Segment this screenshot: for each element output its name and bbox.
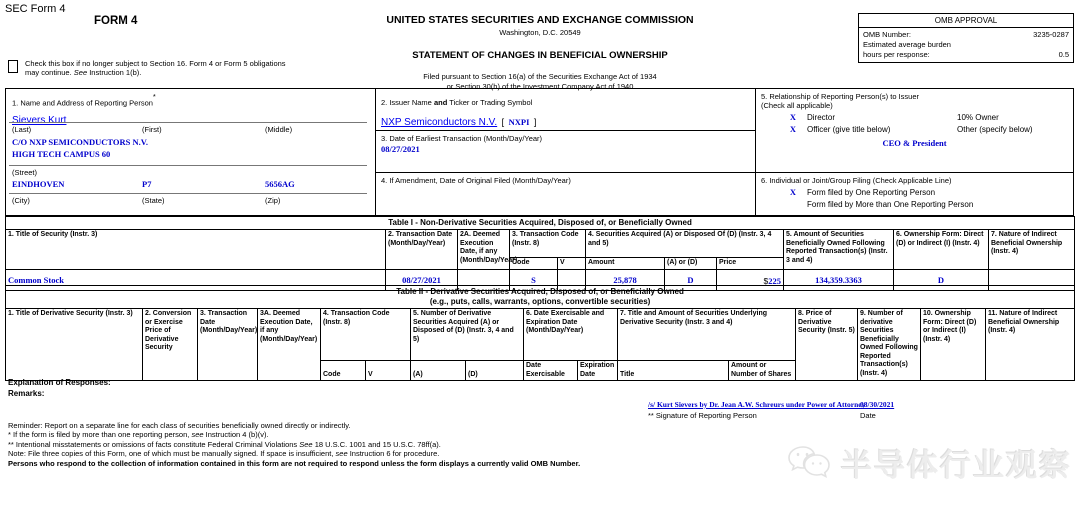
zip-label: (Zip) xyxy=(265,196,281,205)
t1-date-value: 08/27/2021 xyxy=(386,270,458,291)
t2-subheader-expiration-date: Expiration Date xyxy=(578,361,618,381)
section4-label: 4. If Amendment, Date of Original Filed (Month/Day/Year) xyxy=(381,176,571,185)
section4-amendment xyxy=(376,173,755,215)
omb-burden-label1: Estimated average burden xyxy=(863,40,951,49)
copies-note-see: see xyxy=(335,449,348,459)
t2-header-derivative-security: 1. Title of Derivative Security (Instr. 3) xyxy=(6,309,143,381)
zip-value: 5656AG xyxy=(265,179,295,189)
t1-price-number: 225 xyxy=(768,276,781,286)
t2-header-transaction-date: 3. Transaction Date (Month/Day/Year) xyxy=(198,309,258,381)
reporting-person-link[interactable]: Sievers Kurt xyxy=(12,115,67,127)
officer-title-value: CEO & President xyxy=(882,138,947,148)
t1-header-security: 1. Title of Security (Instr. 3) xyxy=(6,230,386,270)
officer-label: Officer (give title below) xyxy=(807,125,891,134)
t1-header-ownership-form: 6. Ownership Form: Direct (D) or Indirect (I) (Instr. 4) xyxy=(894,230,989,270)
footnote-1-post: Instruction 4 (b)(v). xyxy=(203,430,269,440)
copies-note-pre: Note: File three copies of this Form, one of which must be manually signed. If space is insufficient, xyxy=(8,449,336,459)
t1-a-or-d-value: D xyxy=(665,270,717,291)
section2-label-post: Ticker or Trading Symbol xyxy=(447,98,533,107)
t2-header-ownership-form: 10. Ownership Form: Direct (D) or Indirect (I) (Instr. 4) xyxy=(921,309,986,381)
ticker-bracket-open: [ xyxy=(501,117,505,127)
t1-subheader-price: Price xyxy=(717,258,784,270)
t2-header-number-derivative: 5. Number of Derivative Securities Acquired (A) or Disposed of (D) (Instr. 3, 4 and 5) xyxy=(411,309,524,361)
city-row xyxy=(12,179,369,189)
t1-security-value: Common Stock xyxy=(6,270,386,291)
footnote-1-see: see xyxy=(191,430,204,440)
sec-form-label: SEC Form 4 xyxy=(5,3,66,15)
t2-header-transaction-code: 4. Transaction Code (Instr. 8) xyxy=(321,309,411,361)
filed-pursuant-line2: or Section 30(h) of the Investment Company Act of 1940 xyxy=(446,82,634,91)
t2-header-nature-indirect: 11. Nature of Indirect Beneficial Ownership (Instr. 4) xyxy=(986,309,1075,381)
t2-subheader-amount-shares: Amount or Number of Shares xyxy=(729,361,796,381)
reminder-note: Reminder: Report on a separate line for each class of securities beneficially owned directly or indirectly. xyxy=(8,421,351,430)
divider xyxy=(9,193,367,194)
t1-price-symbol: $ xyxy=(763,276,769,286)
table1-title: Table I - Non-Derivative Securities Acquired, Disposed of, or Beneficially Owned xyxy=(6,217,1075,230)
ten-percent-owner-label: 10% Owner xyxy=(957,113,999,122)
state-value: P7 xyxy=(142,179,152,189)
section1-asterisk: * xyxy=(152,92,156,101)
center-header xyxy=(280,14,800,91)
signature-value: /s/ Kurt Sievers by Dr. Jean A.W. Schreurs under Power of Attorney xyxy=(648,400,866,409)
omb-title: OMB APPROVAL xyxy=(858,13,1074,28)
address-line2: HIGH TECH CAMPUS 60 xyxy=(12,149,111,159)
date-label: Date xyxy=(860,411,876,420)
t2-header-underlying: 7. Title and Amount of Securities Underlying Derivative Security (Instr. 3 and 4) xyxy=(618,309,796,361)
watermark xyxy=(787,440,1072,485)
table1-non-derivative xyxy=(5,216,1075,291)
more-person-checkmark[interactable] xyxy=(779,200,807,209)
filing-row-more xyxy=(761,200,1068,209)
copies-note xyxy=(8,449,808,458)
copies-note-post: Instruction 6 for procedure. xyxy=(347,449,440,459)
checkbox-label-pre: Check this box if no longer subject to Section 16. Form 4 or Form 5 obligations may continue. xyxy=(25,59,286,77)
footnote-1 xyxy=(8,430,808,439)
agency-address: Washington, D.C. 20549 xyxy=(499,28,581,37)
t1-subheader-v: V xyxy=(558,258,586,270)
section6-filing-type xyxy=(756,173,1073,215)
t1-code-value: S xyxy=(510,270,558,291)
other-label: Other (specify below) xyxy=(957,125,1033,134)
ticker-value: NXPI xyxy=(508,117,530,127)
omb-number-value: 3235-0287 xyxy=(1033,30,1069,39)
relationship-row-officer xyxy=(761,125,1068,134)
footnote-1-pre: * If the form is filed by more than one reporting person, xyxy=(8,430,192,440)
t1-header-transaction-code: 3. Transaction Code (Instr. 8) xyxy=(510,230,586,258)
section16-checkbox-block xyxy=(8,59,288,77)
more-person-label: Form filed by More than One Reporting Person xyxy=(807,200,974,209)
t1-header-deemed-date: 2A. Deemed Execution Date, if any (Month/Day/Year) xyxy=(458,230,510,270)
t2-header-date-exercisable: 6. Date Exercisable and Expiration Date (Month/Day/Year) xyxy=(524,309,618,361)
director-label: Director xyxy=(807,113,836,122)
ticker-bracket-close: ] xyxy=(533,117,537,127)
section16-checkbox-label xyxy=(25,59,288,77)
name-labels-row xyxy=(12,125,369,134)
one-person-checkmark[interactable]: X xyxy=(789,187,797,197)
section2-issuer xyxy=(376,89,755,131)
t2-header-deemed-date: 3A. Deemed Execution Date, if any (Month/Day/Year) xyxy=(258,309,321,381)
wechat-icon xyxy=(787,445,833,481)
filed-pursuant-line1: Filed pursuant to Section 16(a) of the Securities Exchange Act of 1934 xyxy=(423,72,657,81)
one-person-label: Form filed by One Reporting Person xyxy=(807,188,936,197)
statement-title: STATEMENT OF CHANGES IN BENEFICIAL OWNERSHIP xyxy=(412,50,668,61)
relationship-row-director xyxy=(761,113,1068,122)
footnotes xyxy=(8,421,808,468)
sections-2-3-4 xyxy=(376,89,756,215)
t1-subheader-code: Code xyxy=(510,258,558,270)
city-labels-row xyxy=(12,196,369,205)
form-title: FORM 4 xyxy=(94,15,138,27)
omb-number-label: OMB Number: xyxy=(863,30,911,39)
city-value: EINDHOVEN xyxy=(12,179,65,189)
section6-label: 6. Individual or Joint/Group Filing (Check Applicable Line) xyxy=(761,176,952,185)
t1-header-transaction-date: 2. Transaction Date (Month/Day/Year) xyxy=(386,230,458,270)
omb-burden-value: 0.5 xyxy=(1058,50,1069,59)
section3-earliest-transaction xyxy=(376,131,755,173)
omb-persons-note: Persons who respond to the collection of information contained in this form are not required to respond unless the form displays a currently valid OMB Number. xyxy=(8,458,581,468)
t1-ownership-form-value: D xyxy=(894,270,989,291)
section2-label-pre: 2. Issuer Name xyxy=(381,98,434,107)
director-checkmark[interactable]: X xyxy=(789,112,797,122)
divider xyxy=(9,122,367,123)
footnote-2-post: 18 U.S.C. 1001 and 15 U.S.C. 78ff(a). xyxy=(312,439,441,449)
issuer-link[interactable]: NXP Semiconductors N.V. xyxy=(381,117,498,128)
filing-row-one xyxy=(761,188,1068,197)
sections-5-6 xyxy=(756,89,1073,215)
omb-approval-box xyxy=(858,13,1074,63)
filer-info-grid xyxy=(5,88,1074,216)
last-label: (Last) xyxy=(12,125,32,134)
remarks-label: Remarks: xyxy=(8,389,45,398)
t1-subheader-amount: Amount xyxy=(586,258,665,270)
footnote-2 xyxy=(8,440,808,449)
section5-relationship xyxy=(756,89,1073,173)
signature-label: ** Signature of Reporting Person xyxy=(648,411,757,420)
t1-header-nature-indirect: 7. Nature of Indirect Beneficial Ownership (Instr. 4) xyxy=(989,230,1075,270)
state-label: (State) xyxy=(142,196,165,205)
table2-title-line2: (e.g., puts, calls, warrants, options, convertible securities) xyxy=(6,297,1075,309)
signature-date-value: 08/30/2021 xyxy=(860,400,895,409)
t1-subheader-a-or-d: (A) or (D) xyxy=(665,258,717,270)
t2-subheader-a: (A) xyxy=(411,361,466,381)
t1-header-amount-owned: 5. Amount of Securities Beneficially Owned Following Reported Transaction(s) (Instr. 3 and 4) xyxy=(784,230,894,270)
footnote-2-see: See xyxy=(299,439,313,449)
t2-subheader-d: (D) xyxy=(466,361,524,381)
section16-checkbox[interactable] xyxy=(8,60,18,73)
officer-checkmark[interactable]: X xyxy=(789,124,797,134)
t1-header-securities-acquired: 4. Securities Acquired (A) or Disposed Of (D) (Instr. 3, 4 and 5) xyxy=(586,230,784,258)
divider xyxy=(9,165,367,166)
t2-subheader-title: Title xyxy=(618,361,729,381)
address-line1: C/O NXP SEMICONDUCTORS N.V. xyxy=(12,137,148,147)
table2-derivative xyxy=(5,285,1075,381)
t1-amount-value: 25,878 xyxy=(586,270,665,291)
section5-label: 5. Relationship of Reporting Person(s) to Issuer xyxy=(761,92,919,101)
t2-subheader-date-exercisable: Date Exercisable xyxy=(524,361,578,381)
checkbox-label-see: See xyxy=(73,68,88,77)
section1-reporting-person xyxy=(6,89,376,215)
section2-label-and: and xyxy=(433,98,448,107)
footnote-2-pre: ** Intentional misstatements or omissions of facts constitute Federal Criminal Violations xyxy=(8,439,300,449)
street-label: (Street) xyxy=(12,168,38,177)
t2-header-number-owned: 9. Number of derivative Securities Beneficially Owned Following Reported Transaction(s) (Instr. 4) xyxy=(858,309,921,381)
earliest-transaction-date: 08/27/2021 xyxy=(381,144,420,154)
section1-label: 1. Name and Address of Reporting Person xyxy=(12,98,153,108)
explanation-of-responses: Explanation of Responses: xyxy=(8,378,111,387)
city-label: (City) xyxy=(12,196,30,205)
watermark-text: 半导体行业观察 xyxy=(841,448,1072,483)
section5-sublabel: (Check all applicable) xyxy=(761,101,833,110)
t2-subheader-v: V xyxy=(366,361,411,381)
omb-burden-label2: hours per response: xyxy=(863,50,930,59)
t2-header-conversion-price: 2. Conversion or Exercise Price of Derivative Security xyxy=(143,309,198,381)
agency-title: UNITED STATES SECURITIES AND EXCHANGE COMMISSION xyxy=(386,14,694,26)
first-label: (First) xyxy=(142,125,162,134)
t2-header-price-derivative: 8. Price of Derivative Security (Instr. 5) xyxy=(796,309,858,381)
table2-title-line1: Table II - Derivative Securities Acquired, Disposed of, or Beneficially Owned xyxy=(6,286,1075,298)
checkbox-label-post: Instruction 1(b). xyxy=(87,68,142,77)
t2-subheader-code: Code xyxy=(321,361,366,381)
middle-label: (Middle) xyxy=(265,125,293,134)
t1-owned-following-value: 134,359.3363 xyxy=(784,270,894,291)
section3-label: 3. Date of Earliest Transaction (Month/Day/Year) xyxy=(381,134,543,143)
